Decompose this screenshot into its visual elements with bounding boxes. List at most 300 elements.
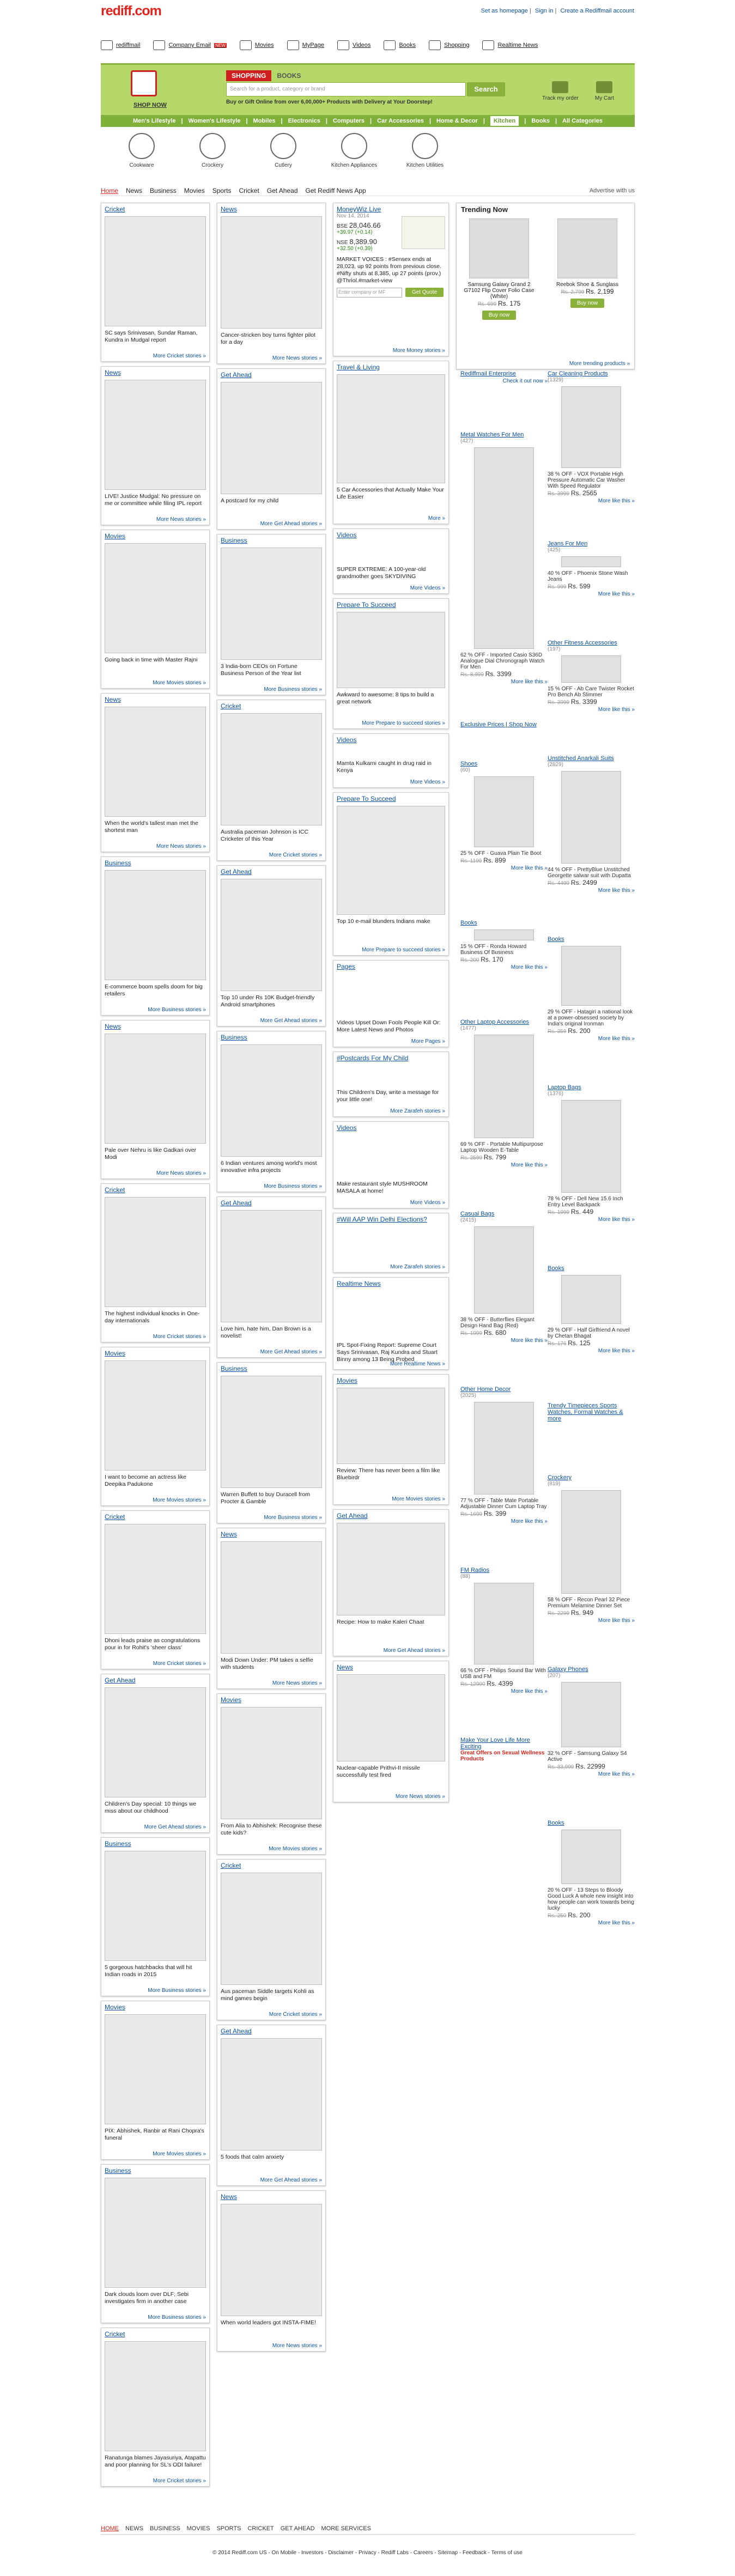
section-heading[interactable]: Videos — [337, 531, 357, 539]
more-like-this-link[interactable]: Check it out now » — [502, 378, 548, 384]
story-headline[interactable]: A postcard for my child — [221, 497, 279, 504]
old-price: Rs. 1999 — [548, 1210, 570, 1216]
footer-sports[interactable]: SPORTS — [216, 2525, 241, 2532]
more-like-this-link[interactable]: More like this » — [598, 1618, 635, 1624]
more-stories-link[interactable]: More Cricket stories » — [153, 1661, 206, 1667]
story-image[interactable] — [105, 1360, 206, 1471]
story-headline[interactable]: Modi Down Under: PM takes a selfie with students — [221, 1657, 313, 1670]
more-trending-link[interactable]: More trending products » — [569, 361, 630, 367]
story-image[interactable] — [337, 612, 445, 688]
product-category-heading[interactable]: Car Cleaning Products — [548, 370, 608, 377]
product-category-heading[interactable]: Jeans For Men — [548, 540, 588, 547]
story-headline[interactable]: Aus paceman Siddle targets Kohli as mind games begin — [221, 1988, 314, 2002]
more-like-this-link[interactable]: More like this » — [598, 591, 635, 597]
story-image[interactable] — [337, 1674, 445, 1761]
story-headline[interactable]: Mamta Kulkarni caught in drug raid in Kenya — [337, 760, 432, 774]
product-image[interactable] — [474, 929, 534, 940]
more-stories-link[interactable]: More Videos » — [410, 1200, 445, 1206]
product-name[interactable]: Samsung Galaxy Grand 2 G7102 Flip Cover Folio Case (White) — [464, 282, 534, 300]
shopping-panel — [101, 63, 635, 115]
more-like-this-link[interactable]: More like this » — [511, 964, 548, 970]
more-stories-link[interactable]: More Business stories » — [148, 1988, 206, 1994]
shopping-search-button[interactable]: Search — [467, 82, 505, 96]
story-image[interactable] — [221, 382, 322, 494]
product-description[interactable]: 29 % OFF - Hatagiri a national look at a power-obsessed society by India's original Ironman — [548, 1009, 633, 1027]
story-headline[interactable]: Videos Upset Down Fools People Kill Or: More Latest News and Photos — [337, 1019, 441, 1033]
create-account-link[interactable]: Create a Rediffmail account — [560, 8, 634, 14]
story-headline[interactable]: This Children's Day, write a message for your little one! — [337, 1089, 439, 1103]
more-stories-link[interactable]: More Get Ahead stories » — [144, 1824, 206, 1830]
more-like-this-link[interactable]: More like this » — [511, 865, 548, 871]
company-search-input[interactable]: Enter company or MF — [337, 288, 402, 297]
more-stories-link[interactable]: More Cricket stories » — [269, 2012, 322, 2018]
product-category-heading[interactable]: Books — [548, 1265, 564, 1272]
section-heading[interactable]: Movies — [221, 1696, 242, 1704]
category-car-accessories[interactable]: Car Accessories — [377, 118, 424, 124]
rediff-logo[interactable] — [101, 3, 161, 19]
section-heading[interactable]: News — [221, 2193, 238, 2201]
story-image[interactable] — [105, 1034, 206, 1144]
advertise-link[interactable]: Advertise with us — [589, 187, 635, 194]
section-heading[interactable]: Cricket — [105, 2330, 125, 2338]
more-stories-link[interactable]: More Prepare to succeed stories » — [362, 720, 445, 726]
product-category-heading[interactable]: Make Your Love Life More Exciting — [460, 1737, 530, 1750]
story-headline[interactable]: Dark clouds loom over DLF; Sebi investigates firm in another case — [105, 2291, 189, 2305]
product-description[interactable]: 77 % OFF - Table Mate Portable Adjustable Dinner Cum Laptop Tray — [460, 1498, 547, 1510]
nav-movies[interactable]: Movies — [184, 186, 205, 195]
product-category-heading[interactable]: Trendy Timepieces Sports Watches, Formal Watches & more — [548, 1402, 623, 1422]
story-image[interactable] — [221, 1707, 322, 1819]
section-heading[interactable]: Prepare To Succeed — [337, 601, 396, 609]
subcategory-cutlery[interactable] — [259, 131, 308, 177]
story-image[interactable] — [105, 2178, 206, 2288]
section-heading[interactable]: News — [105, 696, 122, 703]
product-image[interactable] — [557, 218, 617, 278]
product-image[interactable] — [561, 1830, 621, 1884]
nav-sports[interactable]: Sports — [212, 186, 232, 195]
section-heading[interactable]: Videos — [337, 1124, 357, 1132]
more-like-this-link[interactable]: More like this » — [598, 888, 635, 894]
section-heading[interactable]: Cricket — [105, 1186, 125, 1194]
section-heading[interactable]: Videos — [337, 736, 357, 744]
story-headline[interactable]: IPL Spot-Fixing Report: Supreme Court Says Srinivasan, Raj Kundra and Stuart Binny among 13 Being Probed — [337, 1342, 438, 1363]
my-cart-link[interactable]: My Cart — [595, 81, 614, 101]
category-books[interactable]: Books — [531, 118, 550, 124]
product-category-heading[interactable]: Laptop Bags — [548, 1084, 581, 1091]
price: Rs. 22999 — [575, 1763, 605, 1770]
subcategory-kitchen-appliances[interactable] — [330, 131, 379, 177]
section-heading[interactable]: Prepare To Succeed — [337, 795, 396, 803]
story-headline[interactable]: LIVE! Justice Mudgal: No pressure on me or committee while filing IPL report — [105, 493, 202, 507]
story-headline[interactable]: SC says Srinivasan, Sundar Raman, Kundra in Mudgal report — [105, 330, 198, 343]
trending-product[interactable] — [461, 218, 537, 320]
subcategory-crockery[interactable] — [188, 131, 237, 177]
category-mobiles[interactable]: Mobiles — [253, 118, 276, 124]
product-image[interactable] — [474, 1035, 534, 1138]
story-card — [217, 2025, 326, 2186]
more-stories-link[interactable]: More Prepare to succeed stories » — [362, 947, 445, 953]
product-image[interactable] — [561, 1490, 621, 1594]
story-image[interactable] — [105, 216, 206, 326]
section-heading[interactable]: Movies — [105, 2003, 126, 2011]
product-description[interactable]: 38 % OFF - Butterflies Elegant Design Hand Bag (Red) — [460, 1317, 534, 1329]
product-count: (197) — [548, 646, 561, 652]
story-image[interactable] — [221, 216, 322, 329]
nav-books[interactable]: Books — [384, 40, 416, 50]
product-category-heading[interactable]: Other Laptop Accessories — [460, 1019, 529, 1025]
product-category-heading[interactable]: Casual Bags — [460, 1211, 495, 1217]
story-headline[interactable]: PIX: Abhishek, Ranbir at Rani Chopra's funeral — [105, 2128, 204, 2141]
product-image[interactable] — [474, 447, 534, 649]
more-like-this-link[interactable]: More like this » — [511, 679, 548, 685]
more-stories-link[interactable]: More News stories » — [272, 1680, 322, 1686]
story-image[interactable] — [337, 374, 445, 483]
product-description[interactable]: 58 % OFF - Recon Pearl 32 Piece Premium Melamine Dinner Set — [548, 1597, 630, 1609]
nav-shopping[interactable]: Shopping — [429, 40, 470, 50]
product-image[interactable] — [561, 1275, 621, 1324]
more-stories-link[interactable]: More Business stories » — [148, 2314, 206, 2320]
story-image[interactable] — [337, 1523, 445, 1615]
category-women-s-lifestyle[interactable]: Women's Lifestyle — [188, 118, 241, 124]
section-heading[interactable]: News — [221, 205, 238, 213]
story-image[interactable] — [337, 806, 445, 915]
more-stories-link[interactable]: More Movies stories » — [392, 1496, 445, 1502]
story-image[interactable] — [221, 1210, 322, 1322]
story-headline[interactable]: Cancer-stricken boy turns fighter pilot for a day — [221, 332, 315, 345]
product-category-heading[interactable]: Unstitched Anarkali Suits — [548, 755, 614, 762]
section-heading[interactable]: News — [105, 369, 122, 376]
story-headline[interactable]: SUPER EXTREME: A 100-year-old grandmother goes SKYDIVING — [337, 566, 426, 580]
more-like-this-link[interactable]: More like this » — [598, 1036, 635, 1042]
story-headline[interactable]: 6 Indian ventures among world's most innovative infra projects — [221, 1160, 317, 1174]
more-stories-link[interactable]: More Movies stories » — [153, 1497, 206, 1503]
price: Rs. 449 — [570, 1208, 594, 1216]
product-category-heading[interactable]: Other Fitness Accessories — [548, 640, 617, 646]
story-headline[interactable]: Children's Day special: 10 things we miss about our childhood — [105, 1801, 197, 1814]
product-category-heading[interactable]: Books — [460, 920, 477, 926]
section-heading[interactable]: Business — [221, 1034, 247, 1041]
story-headline[interactable]: Dhoni leads praise as congratulations pour in for Rohit's 'sheer class' — [105, 1637, 201, 1651]
section-heading[interactable]: #Will AAP Win Delhi Elections? — [337, 1216, 427, 1223]
promo-text[interactable]: Great Offers on Sexual Wellness Products — [460, 1750, 545, 1762]
story-image[interactable] — [105, 870, 206, 980]
product-image[interactable] — [561, 655, 621, 683]
product-description[interactable]: 62 % OFF - Imported Casio S36D Analogue Dial Chronograph Watch For Men — [460, 652, 545, 670]
section-heading[interactable]: Business — [105, 1840, 131, 1848]
shopping-cart-logo-icon[interactable] — [131, 70, 157, 96]
more-stories-link[interactable]: More Realtime News » — [390, 1361, 445, 1367]
story-headline[interactable]: I want to become an actress like Deepika Padukone — [105, 1474, 186, 1487]
section-heading[interactable]: Cricket — [221, 702, 241, 710]
section-heading[interactable]: Movies — [105, 1350, 126, 1357]
product-description[interactable]: 29 % OFF - Half Girlfriend A novel by Chetan Bhagat — [548, 1327, 630, 1339]
product-image[interactable] — [561, 1682, 621, 1747]
footer-movies[interactable]: MOVIES — [186, 2525, 210, 2532]
product-category-heading[interactable]: Other Home Decor — [460, 1386, 511, 1393]
nav-videos[interactable]: Videos — [337, 40, 370, 50]
story-headline[interactable]: Love him, hate him, Dan Brown is a novelist! — [221, 1326, 311, 1339]
trending-product[interactable] — [549, 218, 625, 308]
more-stories-link[interactable]: More Business stories » — [264, 1183, 322, 1189]
more-money-link[interactable]: More Money stories » — [392, 348, 445, 354]
category-all-categories[interactable]: All Categories — [562, 118, 603, 124]
product-description[interactable]: 40 % OFF - Phoenix Stone Wash Jeans — [548, 570, 628, 582]
more-stories-link[interactable]: More Get Ahead stories » — [260, 2177, 322, 2183]
track-order-link[interactable]: Track my order — [542, 81, 579, 101]
story-image[interactable] — [105, 1687, 206, 1797]
product-description[interactable]: 69 % OFF - Portable Multipurpose Laptop Wooden E-Table — [460, 1141, 543, 1153]
section-heading[interactable]: #Postcards For My Child — [337, 1054, 409, 1062]
more-stories-link[interactable]: More Cricket stories » — [153, 1334, 206, 1340]
section-heading[interactable]: Pages — [337, 963, 356, 970]
more-stories-link[interactable]: More Get Ahead stories » — [383, 1648, 445, 1654]
more-like-this-link[interactable]: More like this » — [511, 1688, 548, 1694]
story-image[interactable] — [105, 1851, 206, 1961]
product-image[interactable] — [561, 1100, 621, 1193]
product-category-heading[interactable]: Metal Watches For Men — [460, 432, 524, 438]
set-homepage-link[interactable]: Set as homepage — [481, 8, 528, 14]
more-stories-link[interactable]: More News stories » — [156, 1170, 206, 1176]
story-image[interactable] — [105, 543, 206, 653]
product-image[interactable] — [474, 776, 534, 847]
product-category-heading[interactable]: Rediffmail Enterprise — [460, 370, 516, 377]
moneywiz-heading[interactable]: MoneyWiz Live — [337, 205, 381, 213]
story-headline[interactable]: E-commerce boom spells doom for big retailers — [105, 983, 203, 997]
more-like-this-link[interactable]: More like this » — [598, 707, 635, 713]
nav-get-rediff-news-app[interactable]: Get Rediff News App — [305, 186, 366, 195]
story-headline[interactable]: 5 gorgeous hatchbacks that will hit Indian roads in 2015 — [105, 1964, 192, 1978]
more-like-this-link[interactable]: More like this » — [598, 1217, 635, 1223]
story-image[interactable] — [221, 1376, 322, 1488]
more-stories-link[interactable]: More Business stories » — [148, 1007, 206, 1013]
story-headline[interactable]: When the world's tallest man met the shortest man — [105, 820, 198, 834]
story-headline[interactable]: Australia paceman Johnson is ICC Cricketer of this Year — [221, 829, 309, 842]
more-stories-link[interactable]: More News stories » — [156, 843, 206, 849]
story-image[interactable] — [221, 1541, 322, 1654]
more-stories-link[interactable]: More Videos » — [410, 585, 445, 591]
product-category-heading[interactable]: Books — [548, 1820, 564, 1826]
sign-in-link[interactable]: Sign in — [534, 8, 554, 14]
section-heading[interactable]: Cricket — [221, 1862, 241, 1869]
story-image[interactable] — [105, 2014, 206, 2124]
story-headline[interactable]: Top 10 under Rs 10K Budget-friendly Android smartphones — [221, 994, 315, 1008]
more-like-this-link[interactable]: More like this » — [598, 498, 635, 504]
more-stories-link[interactable]: More Pages » — [411, 1038, 445, 1044]
product-image[interactable] — [474, 1226, 534, 1314]
more-stories-link[interactable]: More Cricket stories » — [269, 852, 322, 858]
footer-news[interactable]: NEWS — [125, 2525, 143, 2532]
more-stories-link[interactable]: More Get Ahead stories » — [260, 521, 322, 527]
story-image[interactable] — [221, 713, 322, 825]
product-description[interactable]: 66 % OFF - Philips Sound Bar With USB and FM — [460, 1668, 546, 1680]
shop-now-link[interactable]: SHOP NOW — [133, 102, 167, 108]
product-description[interactable]: 38 % OFF - VOX Portable High Pressure Automatic Car Washer With Speed Regulator — [548, 471, 625, 489]
section-heading[interactable]: Movies — [337, 1377, 358, 1384]
more-stories-link[interactable]: More Zarafeh stories » — [390, 1108, 445, 1114]
nav-get-ahead[interactable]: Get Ahead — [266, 186, 298, 195]
tab-shopping[interactable]: SHOPPING — [226, 70, 271, 81]
story-headline[interactable]: Awkward to awesome: 8 tips to build a great network — [337, 691, 434, 705]
more-stories-link[interactable]: More News stories » — [156, 517, 206, 523]
story-image[interactable] — [105, 2341, 206, 2451]
more-stories-link[interactable]: More News stories » — [272, 355, 322, 361]
section-heading[interactable]: Business — [221, 537, 247, 544]
kitchen-subcategories — [101, 131, 635, 177]
product-name[interactable]: Reebok Shoe & Sunglass — [556, 282, 618, 288]
nav-company-email[interactable]: Company Email NEW — [153, 40, 226, 50]
product-description[interactable]: 15 % OFF - Ab Care Twister Rocket Pro Bench Ab Slimmer — [548, 686, 634, 698]
story-image[interactable] — [221, 548, 322, 660]
more-stories-link[interactable]: More Business stories » — [264, 686, 322, 692]
story-headline[interactable]: When world leaders got INSTA-FIME! — [221, 2319, 316, 2326]
more-like-this-link[interactable]: More like this » — [598, 1920, 635, 1926]
section-heading[interactable]: Get Ahead — [221, 2027, 252, 2035]
product-description[interactable]: 32 % OFF - Samsung Galaxy S4 Active — [548, 1751, 627, 1763]
nav-home[interactable]: Home — [101, 186, 119, 195]
category-electronics[interactable]: Electronics — [288, 118, 320, 124]
more-stories-link[interactable]: More News stories » — [395, 1794, 445, 1800]
section-heading[interactable]: Travel & Living — [337, 363, 380, 371]
section-heading[interactable]: Business — [105, 2167, 131, 2174]
subcategory-cookware[interactable] — [117, 131, 166, 177]
product-category-heading[interactable]: Galaxy Phones — [548, 1666, 588, 1673]
story-headline[interactable]: Going back in time with Master Rajni — [105, 657, 198, 663]
section-heading[interactable]: Get Ahead — [221, 371, 252, 379]
section-heading[interactable]: Get Ahead — [337, 1512, 368, 1520]
more-stories-link[interactable]: More Movies stories » — [153, 680, 206, 686]
nav-business[interactable]: Business — [150, 186, 177, 195]
story-headline[interactable]: From Alia to Abhishek: Recognise these cute kids? — [221, 1822, 322, 1836]
buy-now-button[interactable]: Buy now — [570, 299, 604, 308]
story-image[interactable] — [221, 879, 322, 991]
old-price: Rs. 699 — [477, 301, 497, 307]
section-heading[interactable]: Business — [105, 859, 131, 867]
product-image[interactable] — [561, 556, 621, 567]
section-heading[interactable]: Realtime News — [337, 1280, 381, 1287]
category-home-decor[interactable]: Home & Decor — [436, 118, 478, 124]
product-description[interactable]: 20 % OFF - 13 Steps to Bloody Good Luck A whole new insight into how people can work towards being lucky — [548, 1887, 634, 1911]
product-description[interactable]: 78 % OFF - Dell New 15.6 Inch Entry Level Backpack — [548, 1196, 623, 1208]
footer-home[interactable]: HOME — [101, 2525, 119, 2532]
story-headline[interactable]: Nuclear-capable Prithvi-II missile successfully test fired — [337, 1765, 420, 1778]
story-headline[interactable]: Recipe: How to make Kaleri Chaat — [337, 1619, 424, 1625]
section-heading[interactable]: Cricket — [105, 1513, 125, 1521]
section-heading[interactable]: News — [221, 1530, 238, 1538]
more-stories-link[interactable]: More Business stories » — [264, 1515, 322, 1521]
section-heading[interactable]: News — [105, 1023, 122, 1030]
product-description[interactable]: 44 % OFF - PrettyBlue Unstitched Georgette salwar suit with Dupatta — [548, 867, 631, 879]
more-stories-link[interactable]: More News stories » — [272, 2343, 322, 2349]
story-image[interactable] — [105, 707, 206, 817]
story-headline[interactable]: 5 foods that calm anxiety — [221, 2154, 284, 2160]
category-men-s-lifestyle[interactable]: Men's Lifestyle — [133, 118, 176, 124]
product-image[interactable] — [561, 386, 621, 468]
price: Rs. 680 — [483, 1329, 507, 1336]
product-image[interactable] — [561, 771, 621, 864]
nav-cricket[interactable]: Cricket — [239, 186, 259, 195]
product-category-heading[interactable]: Books — [548, 936, 564, 943]
section-heading[interactable]: Get Ahead — [221, 868, 252, 876]
story-image[interactable] — [221, 1873, 322, 1985]
product-image[interactable] — [474, 1402, 534, 1494]
more-stories-link[interactable]: More Get Ahead stories » — [260, 1349, 322, 1355]
story-image[interactable] — [105, 380, 206, 490]
more-like-this-link[interactable]: More like this » — [598, 1771, 635, 1777]
more-stories-link[interactable]: More Movies stories » — [153, 2151, 206, 2157]
more-stories-link[interactable]: More Cricket stories » — [153, 353, 206, 359]
section-heading[interactable]: Get Ahead — [105, 1676, 136, 1684]
section-heading[interactable]: Get Ahead — [221, 1199, 252, 1207]
story-image[interactable] — [105, 1197, 206, 1307]
more-stories-link[interactable]: More » — [428, 515, 445, 521]
nav-news[interactable]: News — [126, 186, 143, 195]
shopping-search-input[interactable]: Search for a product, category or brand — [226, 82, 466, 96]
section-heading[interactable]: Cricket — [105, 205, 125, 213]
footer-get-ahead[interactable]: GET AHEAD — [280, 2525, 315, 2532]
more-like-this-link[interactable]: More like this » — [598, 1348, 635, 1354]
story-headline[interactable]: 5 Car Accessories that Actually Make Your Life Easier — [337, 487, 444, 500]
more-stories-link[interactable]: More Zarafeh stories » — [390, 1264, 445, 1270]
nav-rediffmail[interactable]: rediffmail — [101, 40, 140, 50]
more-stories-link[interactable]: More Videos » — [410, 779, 445, 785]
story-headline[interactable]: Pale over Nehru is like Gadkari over Modi — [105, 1147, 197, 1161]
section-heading[interactable]: Movies — [105, 532, 126, 540]
story-headline[interactable]: Top 10 e-mail blunders Indians make — [337, 918, 430, 925]
more-stories-link[interactable]: More Cricket stories » — [153, 2478, 206, 2484]
story-headline[interactable]: The highest individual knocks in One-day internationals — [105, 1310, 200, 1324]
nav-mypage[interactable]: MyPage — [287, 40, 324, 50]
more-like-this-link[interactable]: More like this » — [511, 1162, 548, 1168]
footer-more-services[interactable]: MORE SERVICES — [321, 2525, 372, 2532]
subcategory-kitchen-utilities[interactable] — [400, 131, 449, 177]
story-headline[interactable]: Make restaurant style MUSHROOM MASALA at home! — [337, 1181, 428, 1194]
category-kitchen[interactable]: Kitchen — [490, 116, 519, 126]
story-image[interactable] — [105, 1524, 206, 1634]
product-image[interactable] — [474, 1583, 534, 1664]
story-image[interactable] — [221, 2038, 322, 2150]
story-headline[interactable]: 3 India-born CEOs on Fortune Business Person of the Year list — [221, 663, 301, 677]
product-category-heading[interactable]: Crockery — [548, 1474, 572, 1481]
section-heading[interactable]: Business — [221, 1365, 247, 1372]
story-headline[interactable]: Ranatunga blames Jayasuriya, Atapattu and poor planning for SL's ODI failure! — [105, 2455, 206, 2468]
more-stories-link[interactable]: More Get Ahead stories » — [260, 1018, 322, 1024]
nav-movies[interactable]: Movies — [240, 40, 274, 50]
product-image[interactable] — [561, 946, 621, 1006]
story-image[interactable] — [337, 1388, 445, 1464]
more-stories-link[interactable]: More Movies stories » — [269, 1846, 322, 1852]
product-description[interactable]: 15 % OFF - Ronda Howard Business Of Business — [460, 944, 527, 956]
footer-cricket[interactable]: CRICKET — [247, 2525, 274, 2532]
nav-realtime-news[interactable]: Realtime News — [482, 40, 538, 50]
tab-books[interactable]: BOOKS — [277, 72, 301, 80]
product-category-heading[interactable]: FM Radios — [460, 1567, 490, 1573]
get-quote-button[interactable]: Get Quote — [405, 288, 444, 297]
buy-now-button[interactable]: Buy now — [482, 311, 516, 320]
story-image[interactable] — [221, 1044, 322, 1157]
story-headline[interactable]: Warren Buffett to buy Duracell from Procter & Gamble — [221, 1491, 310, 1505]
product-image[interactable] — [469, 218, 529, 278]
product-category-heading[interactable]: Exclusive Prices | Shop Now — [460, 721, 537, 728]
category-computers[interactable]: Computers — [332, 118, 365, 124]
story-headline[interactable]: Review: There has never been a film like Bluebirdr — [337, 1467, 440, 1481]
product-description[interactable]: 25 % OFF - Guava Plain Tie Boot — [460, 850, 542, 856]
more-like-this-link[interactable]: More like this » — [511, 1338, 548, 1344]
story-image[interactable] — [221, 2204, 322, 2316]
footer-business[interactable]: BUSINESS — [150, 2525, 180, 2532]
product-category-heading[interactable]: Shoes — [460, 761, 478, 767]
more-like-this-link[interactable]: More like this » — [511, 1518, 548, 1524]
section-heading[interactable]: News — [337, 1663, 354, 1671]
